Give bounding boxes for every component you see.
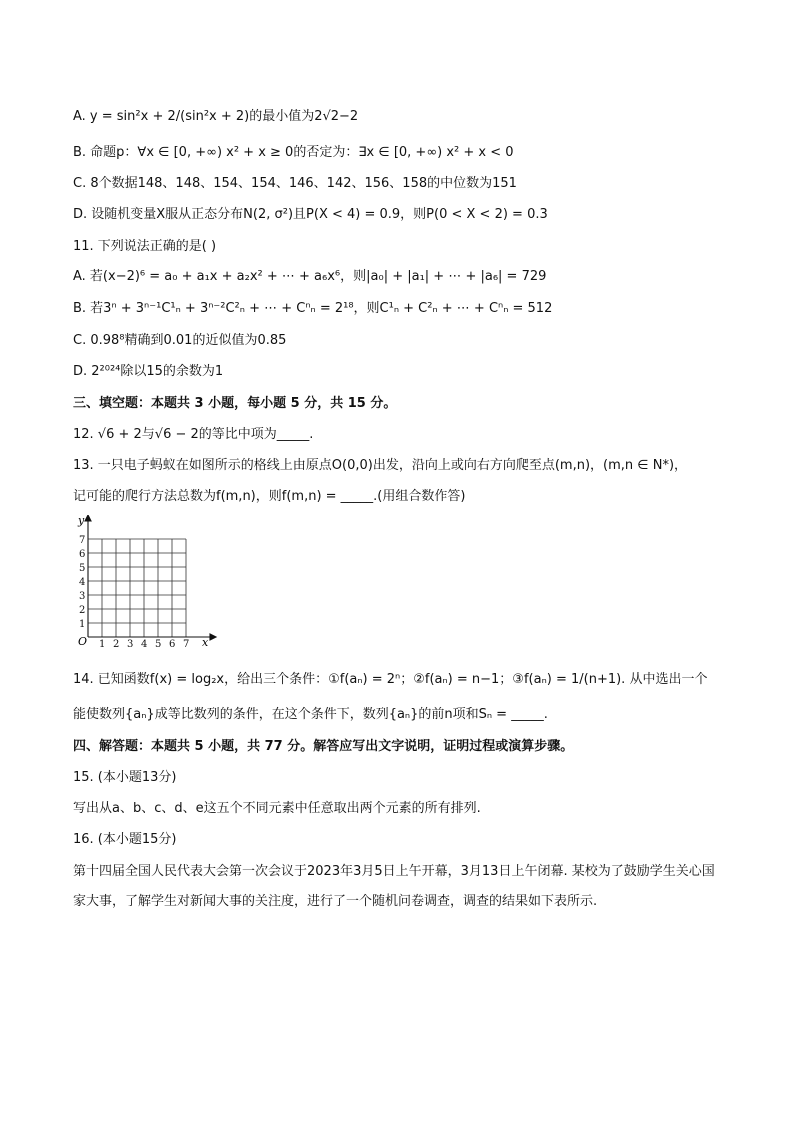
x-tick-label: 6 xyxy=(169,639,176,647)
section-4-heading: 四、解答题：本题共 5 小题，共 77 分。解答应写出文字说明，证明过程或演算步骤。 xyxy=(73,739,574,754)
x-tick-label: 4 xyxy=(141,639,148,647)
y-tick-label: 1 xyxy=(79,619,86,630)
y-axis-label: y xyxy=(78,515,85,527)
x-tick-label: 2 xyxy=(113,639,120,647)
q11-option-b: B. 若3ⁿ + 3ⁿ⁻¹C¹ₙ + 3ⁿ⁻²C²ₙ + ⋯ + Cⁿₙ = 2¹⁸，则C¹ₙ + C²ₙ + ⋯ + Cⁿₙ = 512 xyxy=(73,301,553,316)
q16-body: 第十四届全国人民代表大会第一次会议于2023年3月5日上午开幕，3月13日上午闭幕. 某校为了鼓励学生关心国家大事，了解学生对新闻大事的关注度，进行了一个随机问卷调查，调查的结果如下表所示. xyxy=(73,864,715,909)
x-tick-label: 5 xyxy=(155,639,162,647)
q13-stem-line1: 13. 一只电子蚂蚁在如图所示的格线上由原点O(0,0)出发，沿向上或向右方向爬至点(m,n)，(m,n ∈ N*)， xyxy=(73,458,688,473)
section-3-heading: 三、填空题：本题共 3 小题，每小题 5 分，共 15 分。 xyxy=(73,396,397,411)
q11-option-a: A. 若(x−2)⁶ = a₀ + a₁x + a₂x² + ⋯ + a₆x⁶，则|a₀| + |a₁| + ⋯ + |a₆| = 729 xyxy=(73,269,547,284)
q13-stem-line2: 记可能的爬行方法总数为f(m,n)，则f(m,n) = _____.(用组合数作答) xyxy=(73,489,466,504)
x-axis-arrow xyxy=(210,634,216,640)
q11-option-d: D. 2²⁰²⁴除以15的余数为1 xyxy=(73,364,224,379)
q14-stem-line2: 能使数列{aₙ}成等比数列的条件，在这个条件下，数列{aₙ}的前n项和Sₙ = _____. xyxy=(73,707,548,722)
y-tick-label: 3 xyxy=(79,591,86,602)
q10-option-d: D. 设随机变量X服从正态分布N(2, σ²)且P(X < 4) = 0.9，则P(0 < X < 2) = 0.3 xyxy=(73,207,548,222)
x-tick-label: 3 xyxy=(127,639,134,647)
q10-option-b: B. 命题p：∀x ∈ [0, +∞) x² + x ≥ 0的否定为：∃x ∈ [0, +∞) x² + x < 0 xyxy=(73,145,514,160)
x-tick-label: 7 xyxy=(183,639,190,647)
y-tick-label: 2 xyxy=(79,605,86,616)
q16-header: 16. (本小题15分) xyxy=(73,832,177,847)
x-tick-label: 1 xyxy=(99,639,106,647)
x-axis-label: x xyxy=(202,636,209,647)
y-tick-label: 4 xyxy=(79,577,86,588)
q15-header: 15. (本小题13分) xyxy=(73,770,177,785)
q11-option-c: C. 0.98⁸精确到0.01的近似值为0.85 xyxy=(73,333,287,348)
q10-option-c: C. 8个数据148、148、154、154、146、142、156、158的中位数为151 xyxy=(73,176,517,191)
q11-stem: 11. 下列说法正确的是( ) xyxy=(73,239,217,254)
origin-label: O xyxy=(78,635,88,647)
q14-stem-line1: 14. 已知函数f(x) = log₂x，给出三个条件：①f(aₙ) = 2ⁿ；②f(aₙ) = n−1；③f(aₙ) = 1/(n+1). 从中选出一个 xyxy=(73,672,708,687)
q12-stem: 12. √6 + 2与√6 − 2的等比中项为_____. xyxy=(73,427,314,442)
y-tick-label: 7 xyxy=(79,535,86,546)
q15-body: 写出从a、b、c、d、e这五个不同元素中任意取出两个元素的所有排列. xyxy=(73,801,481,816)
lattice-grid-figure xyxy=(70,515,220,647)
y-axis-arrow xyxy=(85,515,91,521)
y-tick-label: 6 xyxy=(79,549,86,560)
q10-option-a: A. y = sin²x + 2/(sin²x + 2)的最小值为2√2−2 xyxy=(73,109,359,124)
y-tick-label: 5 xyxy=(79,563,86,574)
